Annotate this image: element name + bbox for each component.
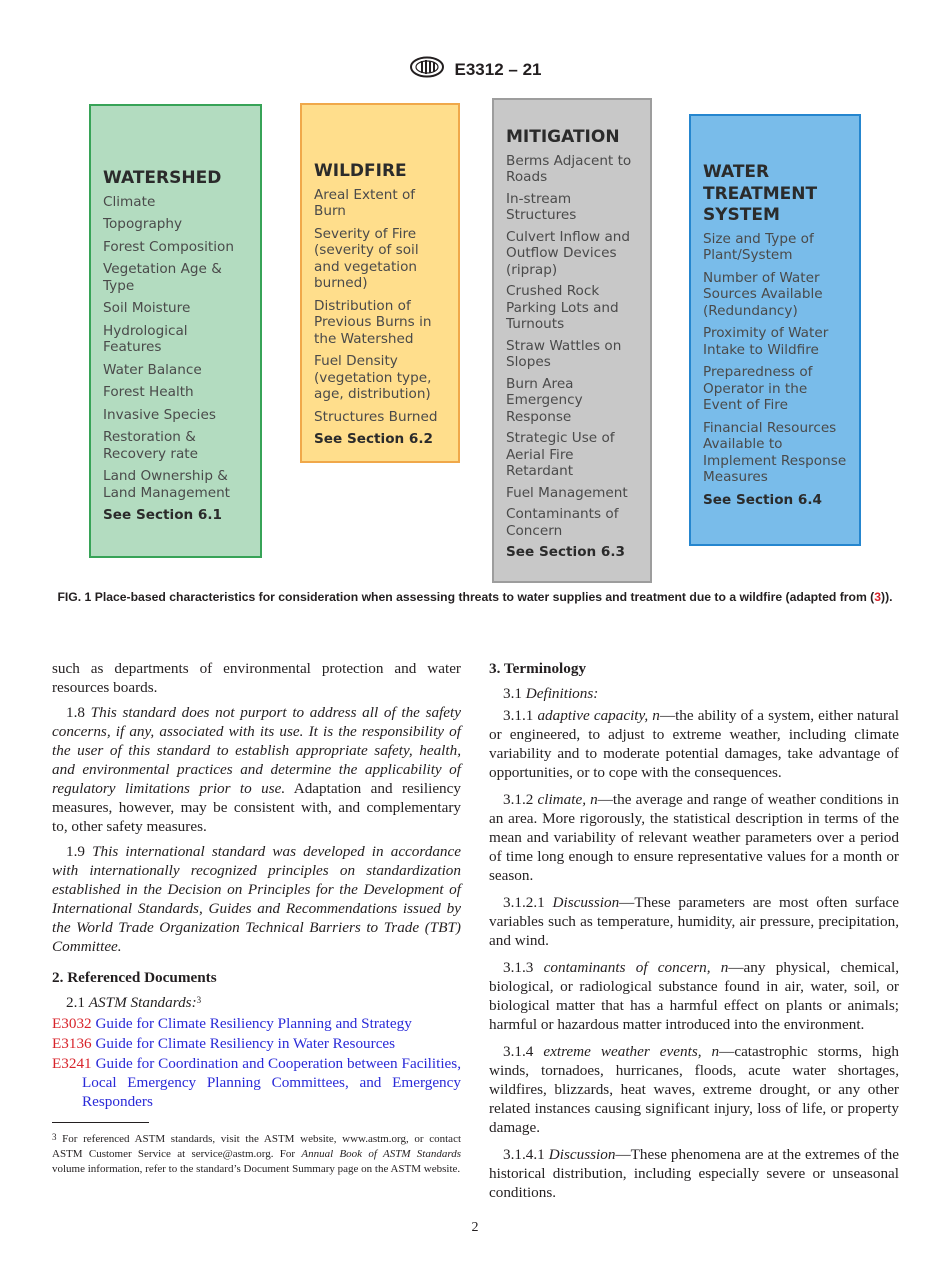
box-item: Size and Type of Plant/System: [703, 230, 814, 263]
paragraph-1-9: [52, 842, 461, 956]
definition-text: —the average and range of weather conditions in an area. More rigorously, the statistical description in terms of the mean and variability of relevant weather parameters over a period of time long enough to ensure representative values for a month or season.: [489, 791, 899, 884]
section-number: 1.8: [66, 704, 85, 721]
section-number: 3.1: [503, 685, 522, 702]
box-item: Soil Moisture: [103, 300, 191, 316]
defined-term: adaptive capacity, n: [537, 707, 660, 724]
paragraph-1-8: [52, 703, 461, 836]
box-item: Culvert Inflow and Outflow Devices (riprap): [506, 228, 631, 278]
italic-label: ASTM Standards:: [88, 994, 197, 1011]
box-title: MITIGATION: [506, 127, 620, 147]
box-item: Water Balance: [103, 361, 202, 378]
footnote-mark: 3: [52, 1132, 57, 1142]
box-item: Areal Extent of Burn: [314, 186, 416, 219]
section-heading: 2. Referenced Documents: [52, 969, 217, 986]
footnote-text: For referenced ASTM standards, visit the ASTM website, www.astm.org, or contact ASTM Customer Service at service@astm.org. For: [52, 1133, 462, 1160]
box-item: Land Ownership & Land Management: [103, 468, 231, 501]
box-item: Proximity of Water Intake to Wildfire: [703, 325, 829, 358]
reference-item: [52, 1014, 461, 1033]
caption-text: FIG. 1 Place-based characteristics for consideration when assessing threats to water supplies and treatment due to a wildfire (adapted from (: [57, 590, 875, 604]
section-number: 1.9: [66, 843, 85, 860]
definition-text: —the ability of a system, either natural or engineered, to adjust to extreme weather, including climate variability and to moderate potential damages, take advantage of opportunities, or to cope with the consequences.: [489, 707, 899, 781]
section-number: 2.1: [66, 994, 85, 1011]
section-number: 3.1.3: [503, 959, 534, 976]
definition: [489, 1042, 899, 1137]
box-item: Crushed Rock Parking Lots and Turnouts: [506, 283, 619, 332]
box-item: Restoration & Recovery rate: [103, 429, 198, 462]
see-section-ref: See Section 6.2: [314, 431, 434, 447]
definition-text: —These phenomena are at the extremes of the historical distribution, including especially severe or unseasonal conditions.: [489, 1146, 899, 1201]
box-item: Climate: [103, 193, 156, 210]
footnote-divider: [52, 1122, 149, 1123]
left-column: [52, 659, 461, 1112]
box-item: Berms Adjacent to Roads: [506, 152, 632, 185]
definition: [489, 706, 899, 782]
box-item: In-stream Structures: [506, 190, 577, 223]
definition-text: —any physical, chemical, biological, or radiological substance found in air, water, soil, or biological matter that has a harmful effect on plants or animals; harmful or hazardous matter introduced into the environment.: [489, 959, 899, 1033]
reference-code-link[interactable]: E3241: [52, 1055, 92, 1072]
box-title: WATER TREATMENT SYSTEM: [703, 162, 818, 225]
box-item: Number of Water Sources Available (Redundancy): [703, 269, 823, 319]
subsection-3-1: [489, 684, 899, 703]
box-item: Preparedness of Operator in the Event of Fire: [703, 364, 813, 413]
reference-item: [52, 1034, 461, 1053]
italic-text: This standard does not purport to address all of the safety concerns, if any, associated with its use. It is the responsibility of the user of this standard to establish appropriate safety, health, and environmental practices and determine the applicability of regulatory limitations prior to use.: [52, 704, 462, 797]
box-item: Fuel Density (vegetation type, age, distribution): [314, 353, 432, 402]
box-item: Severity of Fire (severity of soil and vegetation burned): [314, 225, 419, 291]
defined-term: extreme weather events, n: [543, 1043, 720, 1060]
caption-text-end: )).: [881, 590, 893, 604]
section-number: 3.1.1: [503, 707, 534, 724]
see-section-ref: See Section 6.1: [103, 507, 223, 523]
figure-caption: [40, 589, 910, 605]
footnote-italic: Annual Book of ASTM Standards: [301, 1148, 462, 1160]
box-item: Invasive Species: [103, 406, 216, 423]
defined-term: Discussion: [548, 1146, 616, 1163]
text: Adaptation and resiliency measures, however, may be consistent with, and complementary to, other safety measures.: [52, 780, 461, 835]
box-item: Forest Health: [103, 384, 194, 400]
definition: [489, 893, 899, 950]
box-item: Forest Composition: [103, 238, 234, 255]
definition-text: —catastrophic storms, high winds, tornadoes, hurricanes, floods, acute water shortages, wildfires, blizzards, heat waves, extreme drought, or any other related instances causing significant injury, loss of life, or property damage.: [489, 1043, 899, 1136]
box-item: Structures Burned: [314, 408, 438, 425]
footnote: [52, 1132, 461, 1177]
page-number: 2: [471, 1220, 479, 1235]
paragraph: such as departments of environmental protection and water resources boards.: [52, 660, 461, 696]
italic-label: Definitions:: [525, 685, 599, 702]
astm-logo-icon: [409, 56, 445, 83]
box-title: WATERSHED: [103, 168, 222, 188]
section-number: 3.1.2.1: [503, 894, 545, 911]
reference-code-link[interactable]: E3032: [52, 1015, 92, 1032]
right-column: [489, 659, 899, 1208]
wildfire-box: [300, 103, 460, 463]
defined-term: contaminants of concern, n: [543, 959, 729, 976]
box-item: Contaminants of Concern: [506, 506, 619, 539]
reference-item: [52, 1054, 461, 1111]
subsection-2-1: [52, 993, 461, 1012]
standard-designation: E3312 – 21: [454, 59, 542, 79]
definition: [489, 1145, 899, 1202]
defined-term: Discussion: [552, 894, 620, 911]
water-treatment-box: [689, 114, 861, 546]
watershed-box: [89, 104, 262, 558]
page-header: [0, 56, 950, 83]
reference-title-link[interactable]: Guide for Coordination and Cooperation between Facilities, Local Emergency Planning Committees, and Emergency Responders: [82, 1055, 461, 1110]
definition: [489, 790, 899, 885]
section-number: 3.1.2: [503, 791, 534, 808]
defined-term: climate, n: [537, 791, 598, 808]
section-number: 3.1.4.1: [503, 1146, 545, 1163]
caption-ref-link[interactable]: 3: [874, 590, 882, 604]
reference-title-link[interactable]: Guide for Climate Resiliency Planning and Strategy: [95, 1015, 412, 1032]
italic-text: This international standard was developed in accordance with internationally recognized principles on standardization established in the Decision on Principles for the Development of International Standards, Guides and Recommendations issued by the World Trade Organization Technical Barriers to Trade (TBT) Committee.: [52, 843, 462, 955]
section-number: 3.1.4: [503, 1043, 534, 1060]
definition-text: —These parameters are most often surface variables such as temperature, humidity, air pressure, precipitation, and wind.: [489, 894, 899, 949]
reference-title-link[interactable]: Guide for Climate Resiliency in Water Resources: [95, 1035, 396, 1052]
definition: [489, 958, 899, 1034]
see-section-ref: See Section 6.4: [703, 491, 823, 508]
section-heading: 3. Terminology: [489, 660, 587, 677]
box-item: Topography: [103, 216, 183, 232]
reference-code-link[interactable]: E3136: [52, 1035, 92, 1052]
see-section-ref: See Section 6.3: [506, 544, 626, 560]
box-title: WILDFIRE: [314, 161, 407, 181]
box-item: Fuel Management: [506, 484, 628, 501]
mitigation-box: [492, 98, 652, 583]
box-item: Hydrological Features: [103, 322, 188, 355]
box-item: Distribution of Previous Burns in the Watershed: [314, 297, 432, 347]
box-item: Financial Resources Available to Implement Response Measures: [703, 419, 847, 485]
footnote-mark[interactable]: 3: [196, 995, 202, 1005]
footnote-text-end: volume information, refer to the standard’s Document Summary page on the ASTM website.: [52, 1163, 461, 1175]
box-item: Straw Wattles on Slopes: [506, 337, 622, 370]
box-item: Strategic Use of Aerial Fire Retardant: [506, 430, 615, 479]
box-item: Vegetation Age & Type: [103, 261, 222, 294]
box-item: Burn Area Emergency Response: [506, 375, 583, 425]
